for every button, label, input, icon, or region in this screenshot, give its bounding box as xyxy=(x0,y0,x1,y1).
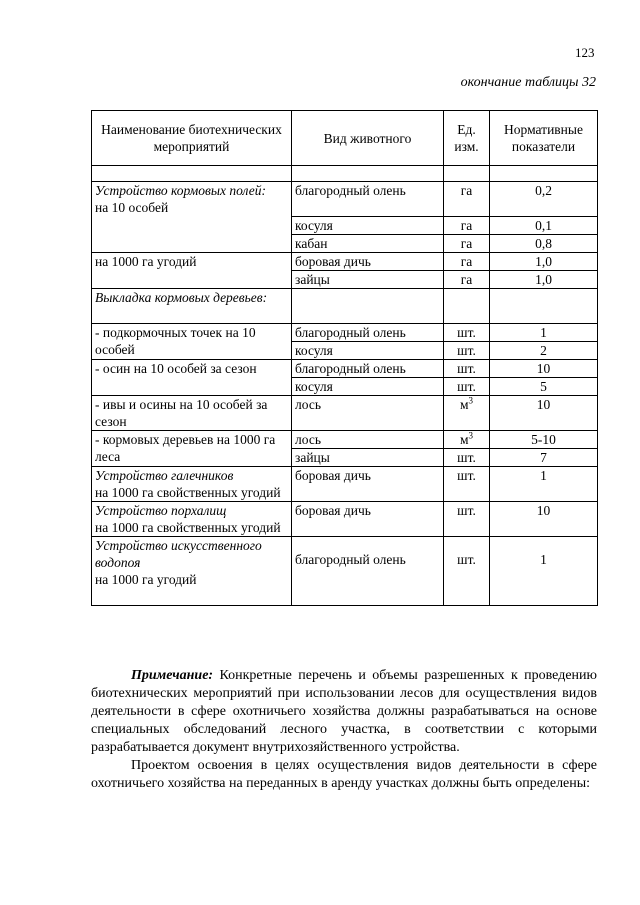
value-cell: 1 xyxy=(490,537,598,606)
measure-cell: на 1000 га угодий xyxy=(92,253,292,289)
animal-cell: боровая дичь xyxy=(292,467,444,502)
value-cell: 0,2 xyxy=(490,182,598,217)
table-row xyxy=(92,182,598,217)
table-header-row xyxy=(92,111,598,166)
animal-cell: косуля xyxy=(292,342,444,360)
value-cell: 1 xyxy=(490,324,598,342)
measure-cell xyxy=(92,537,292,606)
norms-table xyxy=(91,110,598,606)
note-block xyxy=(91,667,597,793)
animal-cell: зайцы xyxy=(292,449,444,467)
value-cell: 10 xyxy=(490,396,598,431)
value-cell: 5 xyxy=(490,378,598,396)
value-cell: 10 xyxy=(490,502,598,537)
measure-text: на 10 особей xyxy=(95,200,169,215)
group-title: Выкладка кормовых деревьев: xyxy=(95,290,268,305)
table-row xyxy=(92,537,598,606)
measure-text: на 1000 га свойственных угодий xyxy=(95,520,281,535)
measure-cell: - подкормочных точек на 10 особей xyxy=(92,324,292,360)
group-title: Устройство искусственного водопоя xyxy=(95,538,262,570)
group-title: Устройство кормовых полей: xyxy=(95,183,266,198)
measure-cell: - ивы и осины на 10 особей за сезон xyxy=(92,396,292,431)
value-cell xyxy=(490,289,598,324)
measure-cell: - кормовых деревьев на 1000 га леса xyxy=(92,431,292,467)
animal-cell: косуля xyxy=(292,378,444,396)
body-paragraph: Проектом освоения в целях осуществления видов деятельности в сфере охотничьего хозяйства на переданных в аренду участках должны быть определены: xyxy=(91,758,597,791)
note-label: Примечание: xyxy=(131,668,214,683)
table-row xyxy=(92,253,598,271)
unit-cell xyxy=(444,289,490,324)
table-row xyxy=(92,431,598,449)
group-title: Устройство галечников xyxy=(95,468,234,483)
header-animal: Вид животного xyxy=(292,111,444,166)
measure-text: на 1000 га угодий xyxy=(95,572,197,587)
unit-superscript: 3 xyxy=(468,430,474,441)
value-cell: 1 xyxy=(490,467,598,502)
measure-cell xyxy=(92,182,292,253)
animal-cell: лось xyxy=(292,396,444,431)
value-cell: 0,8 xyxy=(490,235,598,253)
header-unit: Ед. изм. xyxy=(444,111,490,166)
value-cell: 10 xyxy=(490,360,598,378)
measure-cell xyxy=(92,289,292,324)
header-norm: Нормативные показатели xyxy=(490,111,598,166)
table-row xyxy=(92,467,598,502)
value-cell: 0,1 xyxy=(490,217,598,235)
animal-cell: зайцы xyxy=(292,271,444,289)
unit-cell: шт. xyxy=(444,324,490,342)
header-measure: Наименование биотехнических мероприятий xyxy=(92,111,292,166)
animal-cell: боровая дичь xyxy=(292,253,444,271)
table-caption: окончание таблицы 32 xyxy=(460,75,596,90)
unit-cell: га xyxy=(444,271,490,289)
table-row xyxy=(92,360,598,378)
value-cell: 2 xyxy=(490,342,598,360)
table-row xyxy=(92,502,598,537)
unit-cell: шт. xyxy=(444,378,490,396)
table-row xyxy=(92,324,598,342)
measure-cell xyxy=(92,502,292,537)
unit-cell: шт. xyxy=(444,467,490,502)
animal-cell: косуля xyxy=(292,217,444,235)
group-title: Устройство порхалищ xyxy=(95,503,227,518)
unit-cell: га xyxy=(444,253,490,271)
note-paragraph xyxy=(91,667,597,757)
animal-cell: благородный олень xyxy=(292,182,444,217)
unit-text: м xyxy=(459,397,469,412)
table-row xyxy=(92,289,598,324)
animal-cell: лось xyxy=(292,431,444,449)
table-spacer-row xyxy=(92,166,598,182)
value-cell: 5-10 xyxy=(490,431,598,449)
animal-cell: благородный олень xyxy=(292,537,444,606)
unit-cell: шт. xyxy=(444,537,490,606)
animal-cell: благородный олень xyxy=(292,360,444,378)
unit-cell: га xyxy=(444,235,490,253)
measure-cell xyxy=(92,467,292,502)
measure-text: на 1000 га свойственных угодий xyxy=(95,485,281,500)
animal-cell: кабан xyxy=(292,235,444,253)
animal-cell: боровая дичь xyxy=(292,502,444,537)
unit-cell: шт. xyxy=(444,449,490,467)
unit-superscript: 3 xyxy=(468,395,474,406)
value-cell: 1,0 xyxy=(490,271,598,289)
value-cell: 1,0 xyxy=(490,253,598,271)
animal-cell: благородный олень xyxy=(292,324,444,342)
note-text: Конкретные перечень и объемы разрешенных к проведению биотехнических мероприятий при использовании лесов для осуществления видов деятельности в сфере охотничьего хозяйства должны разрабатываться на основе специальных обследований лесного участка, в соответствии с которыми разрабатывается документ внутрихозяйственного устройства. xyxy=(91,668,597,755)
unit-cell: шт. xyxy=(444,360,490,378)
table-row xyxy=(92,396,598,431)
unit-cell: га xyxy=(444,217,490,235)
unit-cell: шт. xyxy=(444,502,490,537)
measure-cell: - осин на 10 особей за сезон xyxy=(92,360,292,396)
unit-cell: шт. xyxy=(444,342,490,360)
unit-cell xyxy=(444,396,490,431)
unit-cell xyxy=(444,431,490,449)
value-cell: 7 xyxy=(490,449,598,467)
unit-text: м xyxy=(459,432,469,447)
page-number: 123 xyxy=(575,45,595,60)
animal-cell xyxy=(292,289,444,324)
unit-cell: га xyxy=(444,182,490,217)
